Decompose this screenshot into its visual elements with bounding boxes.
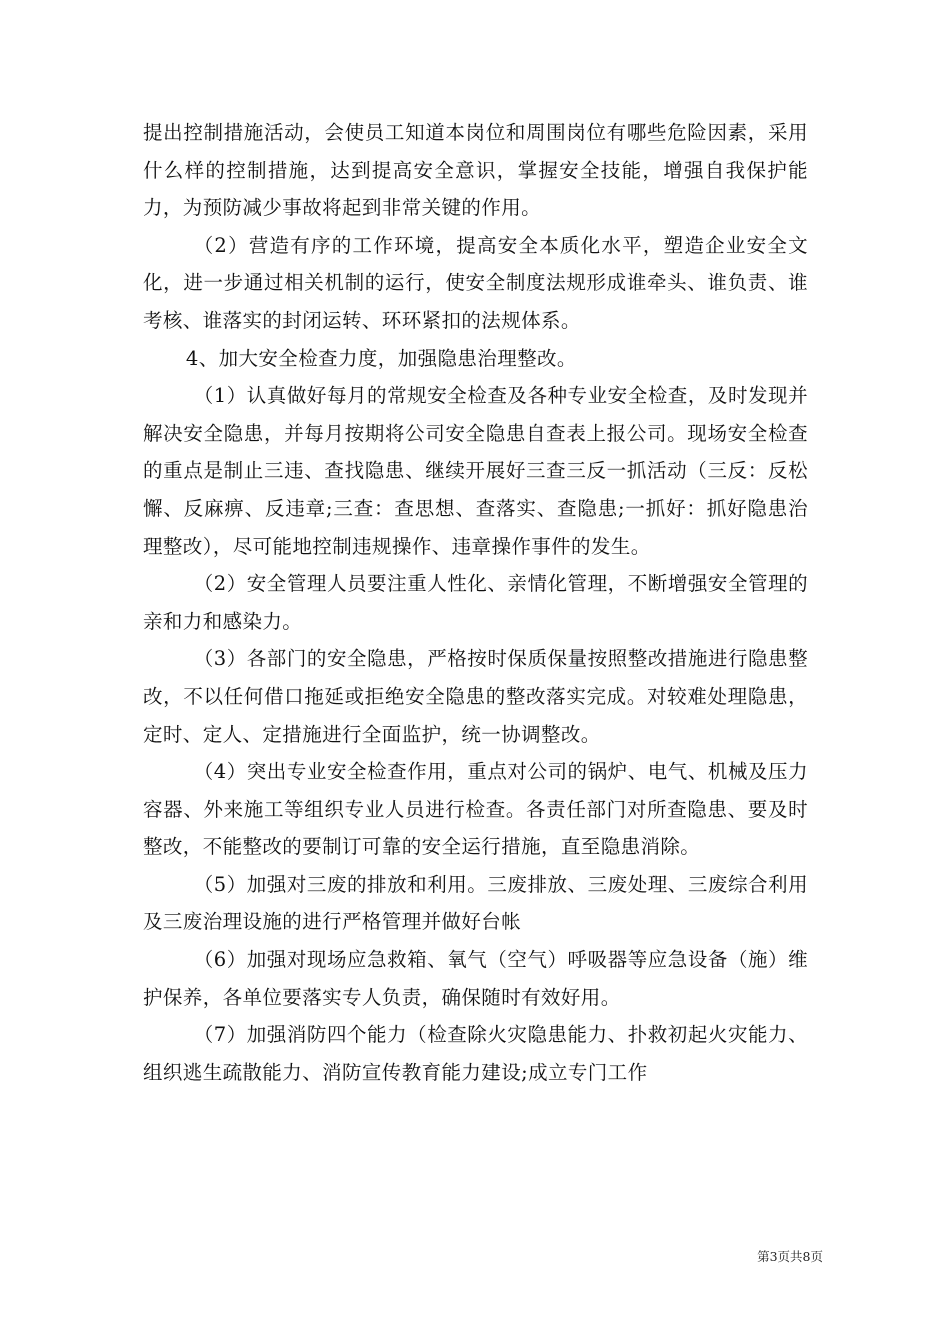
paragraph-7: （5）加强对三废的排放和利用。三废排放、三废处理、三废综合利用及三废治理设施的进行严格管理并做好台帐 bbox=[143, 872, 808, 934]
paragraph-3: （1）认真做好每月的常规安全检查及各种专业安全检查，及时发现并解决安全隐患，并每月按期将公司安全隐患自查表上报公司。现场安全检查的重点是制止三违、查找隐患、继续开展好三查三反一抓活动（三反：反松懈、反麻痹、反违章;三查：查思想、查落实、查隐患;一抓好：抓好隐患治理整改），尽可能地控制违规操作、违章操作事件的发生。 bbox=[143, 384, 808, 558]
paragraph-2: （2）营造有序的工作环境，提高安全本质化水平，塑造企业安全文化，进一步通过相关机制的运行，使安全制度法规形成谁牵头、谁负责、谁考核、谁落实的封闭运转、环环紧扣的法规体系。 bbox=[143, 233, 808, 332]
page-number-footer: 第3页共8页 bbox=[757, 1249, 823, 1264]
paragraph-8: （6）加强对现场应急救箱、氧气（空气）呼吸器等应急设备（施）维护保养，各单位要落实专人负责，确保随时有效好用。 bbox=[143, 948, 808, 1009]
paragraph-1: 提出控制措施活动，会使员工知道本岗位和周围岗位有哪些危险因素，采用什么样的控制措施，达到提高安全意识，掌握安全技能，增强自我保护能力，为预防减少事故将起到非常关键的作用。 bbox=[143, 121, 808, 220]
section-heading-4: 4、加大安全检查力度，加强隐患治理整改。 bbox=[185, 346, 577, 370]
paragraph-4: （2）安全管理人员要注重人性化、亲情化管理，不断增强安全管理的亲和力和感染力。 bbox=[143, 572, 808, 633]
paragraph-9: （7）加强消防四个能力（检查除火灾隐患能力、扑救初起火灾能力、组织逃生疏散能力、消防宣传教育能力建设;成立专门工作 bbox=[143, 1023, 808, 1084]
paragraph-5: （3）各部门的安全隐患，严格按时保质保量按照整改措施进行隐患整改，不以任何借口拖延或拒绝安全隐患的整改落实完成。对较难处理隐患，定时、定人、定措施进行全面监护，统一协调整改。 bbox=[143, 647, 808, 746]
paragraph-6: （4）突出专业安全检查作用，重点对公司的锅炉、电气、机械及压力容器、外来施工等组织专业人员进行检查。各责任部门对所查隐患、要及时整改，不能整改的要制订可靠的安全运行措施，直至隐患消除。 bbox=[143, 760, 808, 859]
document-body bbox=[143, 114, 808, 1091]
